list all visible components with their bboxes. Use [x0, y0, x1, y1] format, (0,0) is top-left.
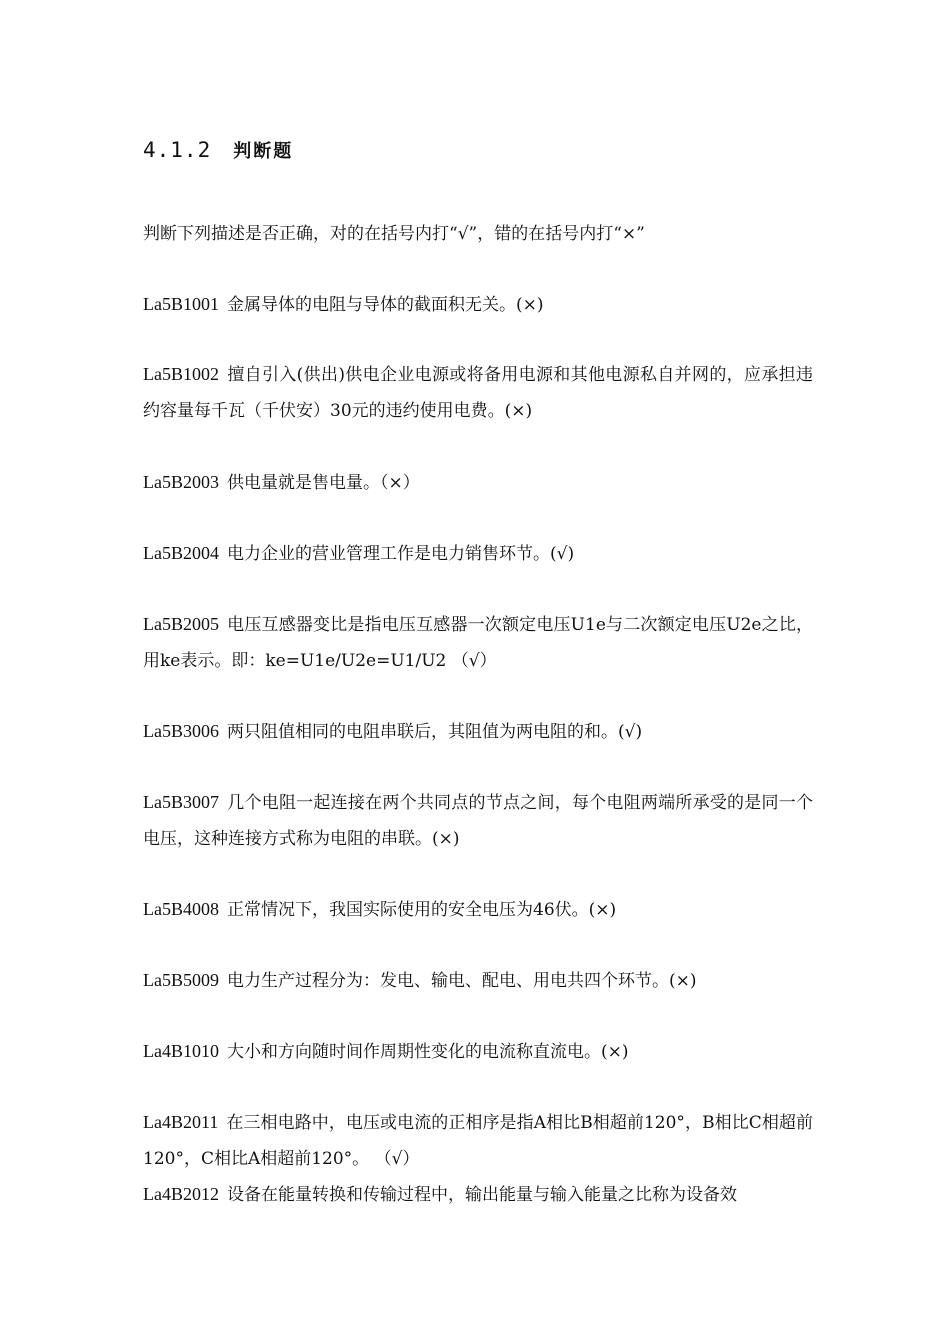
question-item [143, 464, 813, 501]
question-text: 金属导体的电阻与导体的截面积无关。(×) [227, 295, 544, 315]
question-code: La5B1002 [143, 364, 219, 384]
question-text: 电压互感器变比是指电压互感器一次额定电压U1e与二次额定电压U2e之比，用ke表示。即：ke=U1e/U2e=U1/U2 （√） [143, 615, 813, 671]
question-text: 设备在能量转换和传输过程中，输出能量与输入能量之比称为设备效 [227, 1185, 737, 1205]
question-code: La5B2005 [143, 614, 219, 634]
question-code: La5B2004 [143, 543, 219, 563]
section-number: 4.1.2 [143, 138, 212, 162]
question-code: La4B2012 [143, 1184, 219, 1204]
question-code: La5B3006 [143, 721, 219, 741]
question-code: La5B3007 [143, 792, 219, 812]
question-text: 擅自引入(供出)供电企业电源或将备用电源和其他电源私自并网的，应承担违约容量每千瓦（千伏安）30元的违约使用电费。(×) [143, 365, 813, 421]
question-code: La4B1010 [143, 1041, 219, 1061]
question-item [143, 1033, 813, 1070]
question-code: La5B5009 [143, 970, 219, 990]
question-item [143, 606, 813, 679]
section-title: 判断题 [233, 141, 294, 162]
instructions: 判断下列描述是否正确，对的在括号内打“√”，错的在括号内打“×” [143, 224, 645, 244]
question-text: 在三相电路中，电压或电流的正相序是指A相比B相超前120°，B相比C相超前120°，C相比A相超前120°。 （√） [143, 1113, 813, 1169]
question-item [143, 1176, 813, 1213]
question-item [143, 1104, 813, 1177]
question-code: La5B2003 [143, 472, 219, 492]
question-item [143, 784, 813, 857]
question-text: 正常情况下，我国实际使用的安全电压为46伏。(×) [227, 900, 617, 920]
question-code: La4B2011 [143, 1112, 219, 1132]
question-item [143, 286, 813, 323]
question-item [143, 713, 813, 750]
question-text: 电力企业的营业管理工作是电力销售环节。(√) [227, 544, 575, 564]
question-item [143, 535, 813, 572]
question-code: La5B1001 [143, 294, 219, 314]
question-code: La5B4008 [143, 899, 219, 919]
question-item [143, 891, 813, 928]
question-text: 供电量就是售电量。（×） [227, 473, 420, 493]
question-text: 大小和方向随时间作周期性变化的电流称直流电。(×) [227, 1042, 629, 1062]
question-text: 两只阻值相同的电阻串联后，其阻值为两电阻的和。(√) [227, 722, 643, 742]
section-heading [143, 136, 293, 166]
question-item [143, 962, 813, 999]
question-text: 电力生产过程分为：发电、输电、配电、用电共四个环节。(×) [227, 971, 697, 991]
question-text: 几个电阻一起连接在两个共同点的节点之间，每个电阻两端所承受的是同一个电压，这种连接方式称为电阻的串联。(×) [143, 793, 813, 849]
question-item [143, 356, 813, 429]
